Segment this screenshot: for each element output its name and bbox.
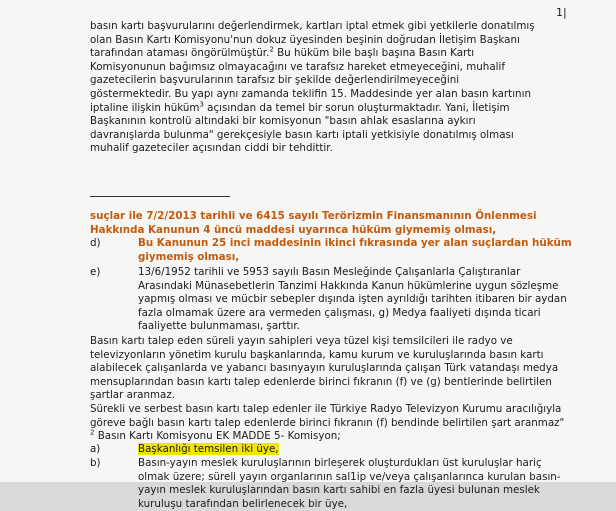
footnote-ref-3[interactable]: 3 (199, 100, 204, 109)
intro-line: gazetecilerin başvurularının tarafsız bir şekilde değerlendirilmeyeceğini (90, 74, 460, 87)
item-b-line: olmak üzere; süreli yayın organlarının sal1ip ve/veya çalışanlarınca kurulan basın- (138, 470, 561, 483)
body-line: mensuplarından basın kartı talep edenlerde birinci fıkranın (f) ve (g) bentlerinde belirtilen (90, 375, 552, 388)
body-paragraph-1 (90, 335, 559, 403)
item-d-marker: d) (90, 237, 101, 249)
item-a-text (138, 443, 279, 457)
intro-line-part: iptaline ilişkin hüküm (90, 101, 200, 114)
intro-line: muhalif gazeteciler açısından ciddi bir tehdittir. (90, 142, 333, 155)
item-e-line: 13/6/1952 tarihli ve 5953 sayılı Basın Mesleğinde Çalışanlarla Çalıştıranlar (138, 266, 521, 278)
intro-line-part: tarafından ataması öngörülmüştür. (90, 47, 270, 60)
intro-line: Başkanının kontrolü altındaki bir komisyonun "basın ahlak esaslarına aykırı (90, 115, 476, 128)
footnote-marker: 2 (90, 428, 95, 437)
item-b-line: yayın meslek kuruluşlarından basın kartı sahibi en fazla üyesi bulunan meslek (138, 484, 540, 497)
item-a-marker: a) (90, 443, 101, 455)
intro-line-part: açısından da temel bir sorun oluşturmaktadır. Yani, İletişim (203, 101, 510, 114)
item-b-line: kuruluşu tarafından belirlenecek bir üye, (138, 497, 348, 510)
intro-line (90, 47, 530, 61)
item-e-line: fazla olmamak üzere ara vermeden çalışması, g) Medya faaliyeti dışında ticari (138, 306, 541, 319)
orange-line-2: Hakkında Kanunun 4 üncü maddesi uyarınca hüküm giymemiş olması, (90, 224, 497, 236)
body-line: alabilecek çalışanlarda ve yabancı basınyayın kuruluşlarında çalışan Türk vatandaşı medya (90, 362, 559, 375)
intro-line-part: Bu hüküm bile başlı başına Basın Kartı (273, 47, 475, 60)
footnote-line (90, 430, 341, 444)
page-number: 1| (556, 6, 567, 19)
footnote-separator-rule (90, 196, 230, 197)
intro-line: davranışlarda bulunma" gerekçesiyle basın kartı iptali yetkisiyle donatılmış olması (90, 128, 514, 141)
footnote-text: Basın Kartı Komisyonu EK MADDE 5- Komisyon; (94, 430, 341, 442)
body-paragraph-2 (90, 403, 565, 430)
intro-line (90, 102, 530, 116)
item-e-marker: e) (90, 266, 101, 278)
item-d-line-2: giymemiş olması, (138, 251, 240, 263)
highlighted-text: Başkanlığı temsilen iki üye, (138, 443, 279, 455)
orange-line-1: suçlar ile 7/2/2013 tarihli ve 6415 sayılı Terörizmin Finansmanının Önlenmesi (90, 210, 537, 222)
item-b-text (138, 457, 561, 511)
intro-line: göstermektedir. Bu yapı aynı zamanda teklifin 15. Maddesinde yer alan basın kartının (90, 87, 531, 100)
intro-line: olan Basın Kartı Komisyonu'nun dokuz üyesinden beşinin doğrudan İletişim Başkanı (90, 33, 520, 46)
body-line: televizyonların yönetim kurulu başkanlarında, kamu kurum ve kuruluşlarında basın kartı (90, 348, 544, 361)
item-e-text (138, 266, 567, 334)
body-line: Sürekli ve serbest basın kartı talep edenler ile Türkiye Radyo Televizyon Kurumu aracılığıyla (90, 403, 562, 415)
item-e-line: yapmış olması ve mücbir sebepler dışında işten ayrıldığı tarihten itibaren bir aydan (138, 293, 567, 306)
item-e-line: faaliyette bulunmaması, şarttır. (138, 320, 300, 333)
intro-line: basın kartı başvurularını değerlendirmek, kartları iptal etmek gibi yetkilerle donatılmış (90, 20, 535, 32)
item-b-marker: b) (90, 457, 101, 469)
intro-line: Komisyonunun bağımsız olmayacağını ve tarafsız hareket etmeyeceğini, muhalif (90, 60, 505, 73)
intro-paragraph (90, 20, 535, 156)
body-line: şartlar aranmaz. (90, 389, 176, 402)
body-line: Basın kartı talep eden süreli yayın sahipleri veya tüzel kişi temsilcileri ile radyo ve (90, 335, 513, 347)
item-e-line: Arasındaki Münasebetlerin Tanzimi Hakkında Kanun hükümlerine uygun sözleşme (138, 279, 559, 292)
body-line: göreve bağlı basın kartı talep edenlerde birinci fıkranın (f) bendinde belirtilen şart aranmaz" (90, 416, 565, 429)
item-b-line: Basın-yayın meslek kuruluşlarının birleşerek oluşturdukları üst kuruluşlar hariç (138, 457, 542, 469)
item-d-line-1: Bu Kanunun 25 inci maddesinin ikinci fıkrasında yer alan suçlardan hüküm (138, 237, 572, 249)
footnote-ref-2[interactable]: 2 (269, 45, 274, 54)
